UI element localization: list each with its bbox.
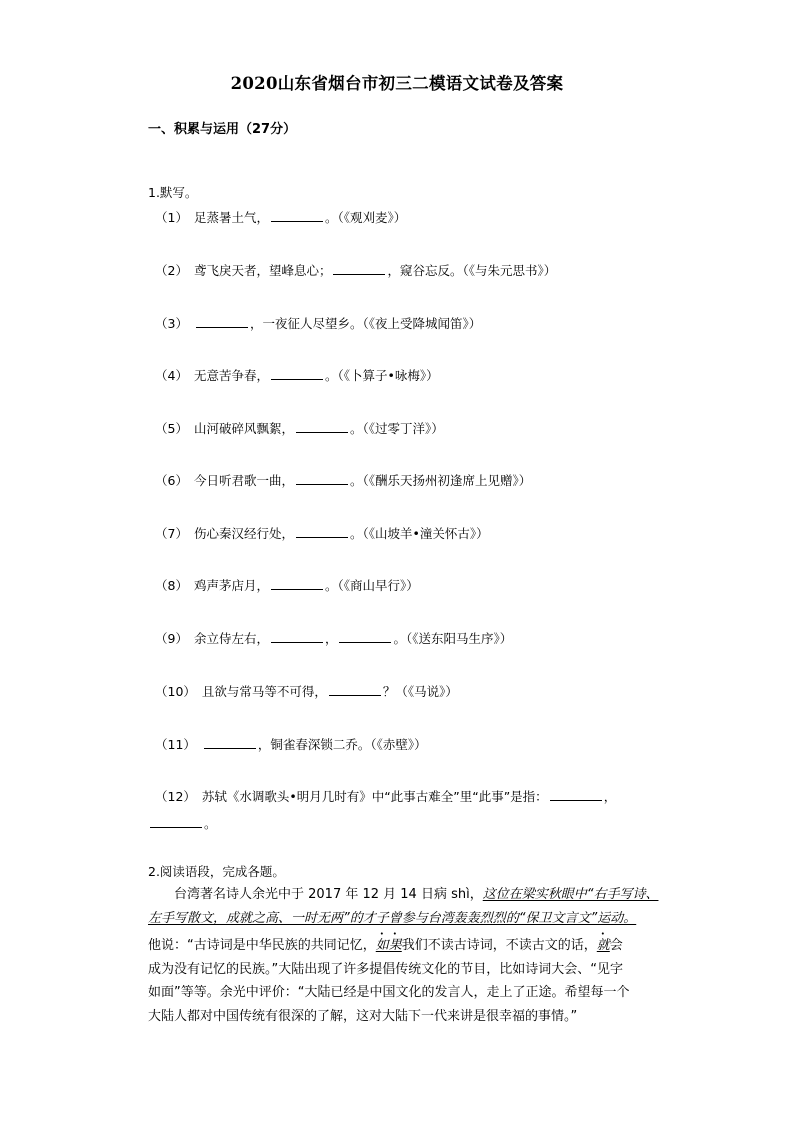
item-prompt: 今日听君歌一曲， (193, 473, 294, 488)
section-heading: 一、积累与运用（27分） (148, 122, 297, 137)
item-separator: ， (324, 631, 338, 646)
item-number: （9） (155, 631, 188, 646)
question-1-stem: 1.默写。 (148, 185, 198, 200)
fill-item-1 (155, 208, 406, 226)
item-source: ，铜雀春深锁二乔。（《赤壁》） (257, 737, 427, 752)
item-number: （10） (155, 684, 196, 699)
passage-text: 我们不读古诗词，不读古文的话， (401, 938, 597, 953)
question-2-stem: 2.阅读语段，完成各题。 (148, 864, 285, 879)
answer-blank[interactable] (329, 694, 381, 696)
item-prompt: 且欲与常马等不可得， (201, 684, 327, 699)
item-source: 。（《送东阳马生序》） (393, 631, 513, 646)
fill-item-4 (155, 366, 439, 384)
passage-line: 大陆人都对中国传统有很深的了解，这对大陆下一代来讲是很幸福的事情。” (148, 1008, 578, 1024)
answer-blank[interactable] (271, 588, 323, 590)
passage-line: 成为没有记忆的民族。”大陆出现了许多提倡传统文化的节目，比如诗词大会、“见字 (148, 961, 623, 977)
fill-item-3 (155, 314, 481, 332)
answer-blank[interactable] (333, 273, 385, 275)
item-number: （3） (155, 316, 188, 331)
fill-item-5 (155, 419, 444, 437)
emphasized-word: 就 (596, 938, 610, 953)
item-prompt: 山河破碎风飘絮， (193, 421, 294, 436)
item-source: 。（《观刈麦》） (324, 210, 407, 225)
underlined-text: 左手写散文，成就之高、一时无两”的才子曾参与台湾轰轰烈烈的“保卫文言文”运动。 (148, 910, 637, 926)
item-source: ？（《马说》） (382, 684, 458, 699)
answer-blank[interactable] (339, 641, 391, 643)
page-title: 2020山东省烟台市初三二模语文试卷及答案 (230, 74, 564, 93)
item-source: 。（《过零丁洋》） (349, 421, 444, 436)
item-end: 。 (204, 816, 217, 831)
item-source: ，一夜征人尽望乡。（《夜上受降城闻笛》） (249, 316, 482, 331)
fill-item-8 (155, 576, 419, 594)
item-prompt: 足蒸暑土气， (193, 210, 269, 225)
item-source: 。（《商山早行》） (324, 578, 419, 593)
emphasized-word: 如果 (375, 938, 402, 953)
item-number: （5） (155, 421, 188, 436)
answer-blank[interactable] (150, 826, 202, 828)
reading-passage (148, 883, 673, 1028)
item-source: ，窥谷忘反。（《与朱元思书》） (387, 263, 557, 278)
item-number: （11） (155, 737, 196, 752)
fill-item-6 (155, 471, 531, 489)
answer-blank[interactable] (271, 641, 323, 643)
fill-item-12-continuation (148, 814, 217, 832)
item-separator: ， (603, 789, 617, 804)
item-number: （6） (155, 473, 188, 488)
item-prompt: 鸢飞戾天者，望峰息心； (193, 263, 332, 278)
item-prompt: 苏轼《水调歌头•明月几时有》中“此事古难全”里“此事”是指： (201, 789, 548, 804)
answer-blank[interactable] (296, 431, 348, 433)
underlined-text: 这位在梁实秋眼中“右手写诗、 (482, 887, 659, 902)
item-number: （1） (155, 210, 188, 225)
answer-blank[interactable] (296, 536, 348, 538)
item-number: （4） (155, 368, 188, 383)
answer-blank[interactable] (550, 799, 602, 801)
fill-item-2 (155, 261, 556, 279)
item-number: （12） (155, 789, 196, 804)
answer-blank[interactable] (204, 747, 256, 749)
answer-blank[interactable] (271, 378, 323, 380)
fill-item-7 (155, 524, 489, 542)
passage-line (148, 883, 673, 907)
item-number: （2） (155, 263, 188, 278)
item-prompt: 余立侍左右， (193, 631, 269, 646)
passage-line: 如面”等等。余光中评价：“大陆已经是中国文化的发言人，走上了正途。希望每一个 (148, 985, 630, 1000)
item-prompt: 无意苦争春， (193, 368, 269, 383)
item-number: （8） (155, 578, 188, 593)
passage-line (148, 907, 673, 931)
fill-item-12 (155, 787, 616, 805)
item-prompt: 伤心秦汉经行处， (193, 526, 294, 541)
passage-text: 台湾著名诗人余光中于 2017 年 12 月 14 日病 shì， (174, 887, 483, 902)
item-source: 。（《山坡羊•潼关怀古》） (349, 526, 489, 541)
fill-item-9 (155, 629, 512, 647)
passage-text: 他说：“古诗词是中华民族的共同记忆， (148, 938, 376, 953)
answer-blank[interactable] (196, 326, 248, 328)
item-source: 。（《卜算子•咏梅》） (324, 368, 439, 383)
item-source: 。（《酬乐天扬州初逢席上见赠》） (349, 473, 532, 488)
fill-item-10 (155, 682, 458, 700)
answer-blank[interactable] (296, 483, 348, 485)
fill-item-11 (155, 735, 427, 753)
item-number: （7） (155, 526, 188, 541)
passage-text: 会 (609, 938, 623, 953)
passage-line (148, 930, 673, 958)
answer-blank[interactable] (271, 220, 323, 222)
item-prompt: 鸡声茅店月， (193, 578, 269, 593)
